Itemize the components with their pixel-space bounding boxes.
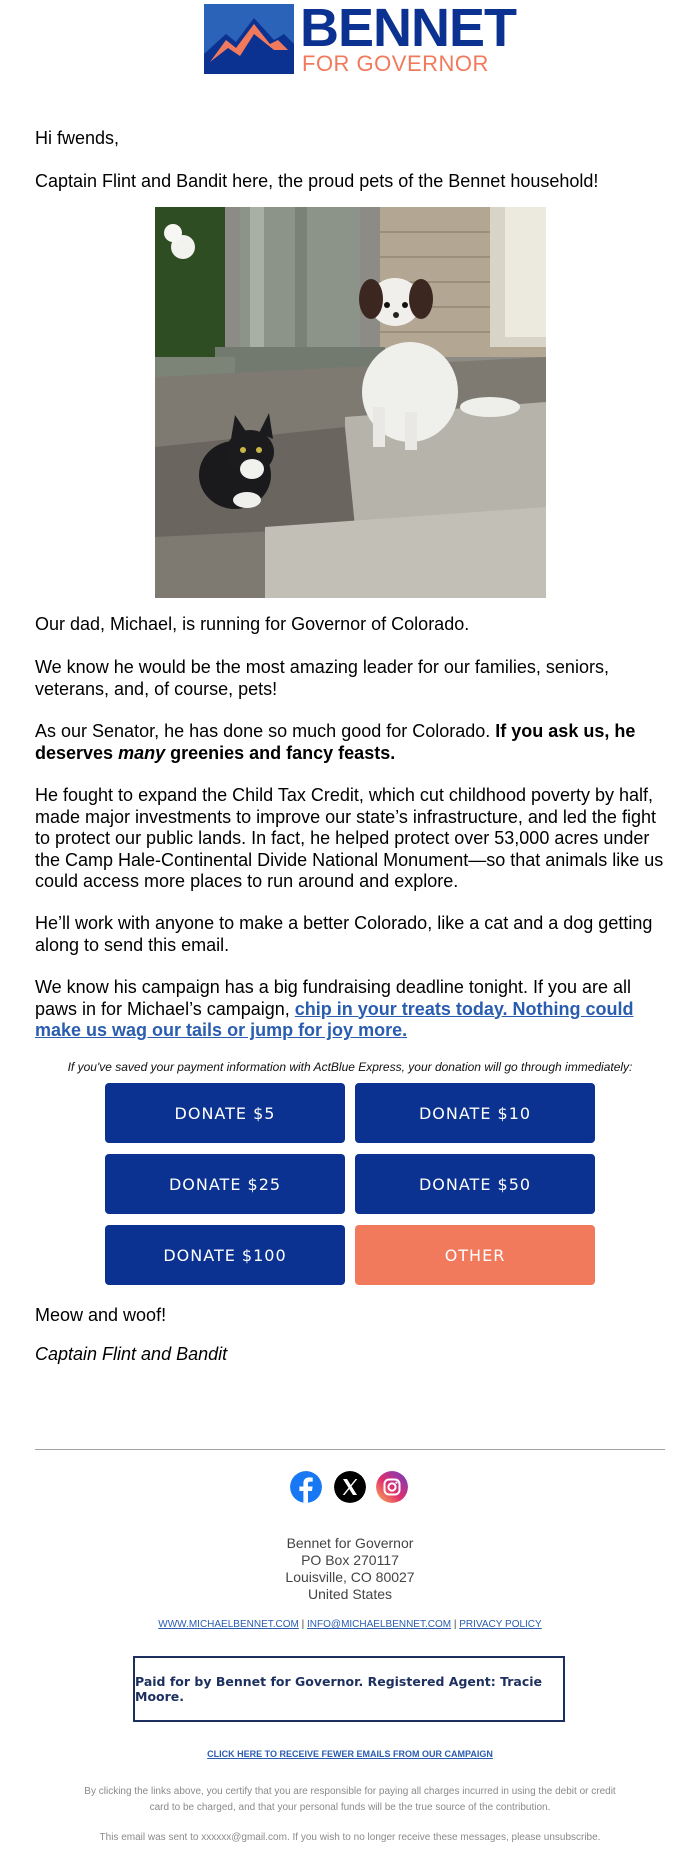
mountain-logo-icon xyxy=(204,4,294,74)
unsubscribe-notice[interactable]: This email was sent to xxxxxx@gmail.com. If you wish to no longer receive these messages, please unsubscribe. xyxy=(99,1832,601,1843)
senator-bold-text-b: greenies and fancy feasts. xyxy=(165,742,396,763)
privacy-policy-link[interactable]: PRIVACY POLICY xyxy=(459,1619,542,1630)
contribution-certification: By clicking the links above, you certify that you are responsible for paying all charges incurred in using the debit or credit card to be charged, and that your personal funds will be the true source of the contribution. xyxy=(84,1786,616,1813)
senator-text: As our Senator, he has done so much good for Colorado. xyxy=(35,721,496,741)
donate-100-button[interactable]: DONATE $100 xyxy=(105,1225,345,1285)
deadline-text: We know his campaign has a big fundraising deadline tonight. If you are all paws in for Michael’s campaign, xyxy=(35,977,632,1019)
fewer-emails-link[interactable]: CLICK HERE TO RECEIVE FEWER EMAILS FROM OUR CAMPAIGN xyxy=(207,1749,493,1759)
paid-for-disclaimer xyxy=(133,1656,565,1722)
website-link[interactable]: WWW.MICHAELBENNET.COM xyxy=(158,1619,299,1630)
pets-photo xyxy=(155,207,546,598)
logo-name: BENNET xyxy=(300,0,517,58)
intro-paragraph: Captain Flint and Bandit here, the proud pets of the Bennet household! xyxy=(35,171,599,191)
x-twitter-icon[interactable] xyxy=(334,1471,366,1503)
paragraph-running: Our dad, Michael, is running for Governor of Colorado. xyxy=(35,614,470,634)
paragraph-deadline xyxy=(35,977,665,1042)
cat-and-dog-image xyxy=(155,207,546,598)
paragraph-work-with-anyone: He’ll work with anyone to make a better Colorado, like a cat and a dog getting along to send this email. xyxy=(35,913,653,955)
instagram-icon[interactable] xyxy=(376,1471,408,1503)
paid-for-text: Paid for by Bennet for Governor. Registered Agent: Tracie Moore. xyxy=(135,1674,543,1704)
signature: Captain Flint and Bandit xyxy=(35,1344,228,1364)
sign-off: Meow and woof! xyxy=(35,1305,167,1325)
donate-5-button[interactable]: DONATE $5 xyxy=(105,1083,345,1143)
footer-divider xyxy=(35,1449,665,1450)
address-org: Bennet for Governor xyxy=(286,1535,414,1551)
campaign-logo[interactable] xyxy=(204,0,517,76)
paragraph-leader: We know he would be the most amazing leader for our families, seniors, veterans, and, of course, pets! xyxy=(35,657,609,699)
donate-50-button[interactable]: DONATE $50 xyxy=(355,1154,595,1214)
address-country: United States xyxy=(307,1586,393,1602)
email-link[interactable]: INFO@MICHAELBENNET.COM xyxy=(307,1619,452,1630)
paragraph-record: He fought to expand the Child Tax Credit, which cut childhood poverty by half, made major investments to improve our state’s infrastructure, and led the fight to protect our public lands. In fact, he helped protect over 53,000 acres under the Camp Hale-Continental Divide National Monument—so that animals like us could access more places to run around and explore. xyxy=(35,785,664,891)
donate-10-button[interactable]: DONATE $10 xyxy=(355,1083,595,1143)
footer-links xyxy=(0,1619,700,1630)
greeting: Hi fwends, xyxy=(35,128,120,148)
address-po: PO Box 270117 xyxy=(301,1552,399,1568)
senator-bold-italic: many xyxy=(118,742,166,763)
address-city: Louisville, CO 80027 xyxy=(285,1569,415,1585)
chip-in-link[interactable]: chip in your treats today. Nothing could make us wag our tails or jump for joy more. xyxy=(35,998,634,1040)
link-separator: | xyxy=(453,1619,457,1630)
senator-bold-text-a: If you ask us, he deserves xyxy=(35,721,636,763)
donate-25-button[interactable]: DONATE $25 xyxy=(105,1154,345,1214)
facebook-icon[interactable] xyxy=(290,1471,322,1503)
actblue-express-note: If you've saved your payment information with ActBlue Express, your donation will go through immediately: xyxy=(67,1060,633,1074)
link-separator: | xyxy=(301,1619,305,1630)
logo-subtitle: FOR GOVERNOR xyxy=(302,51,489,76)
donate-other-button[interactable]: OTHER xyxy=(355,1225,595,1285)
paragraph-senator xyxy=(35,721,665,764)
